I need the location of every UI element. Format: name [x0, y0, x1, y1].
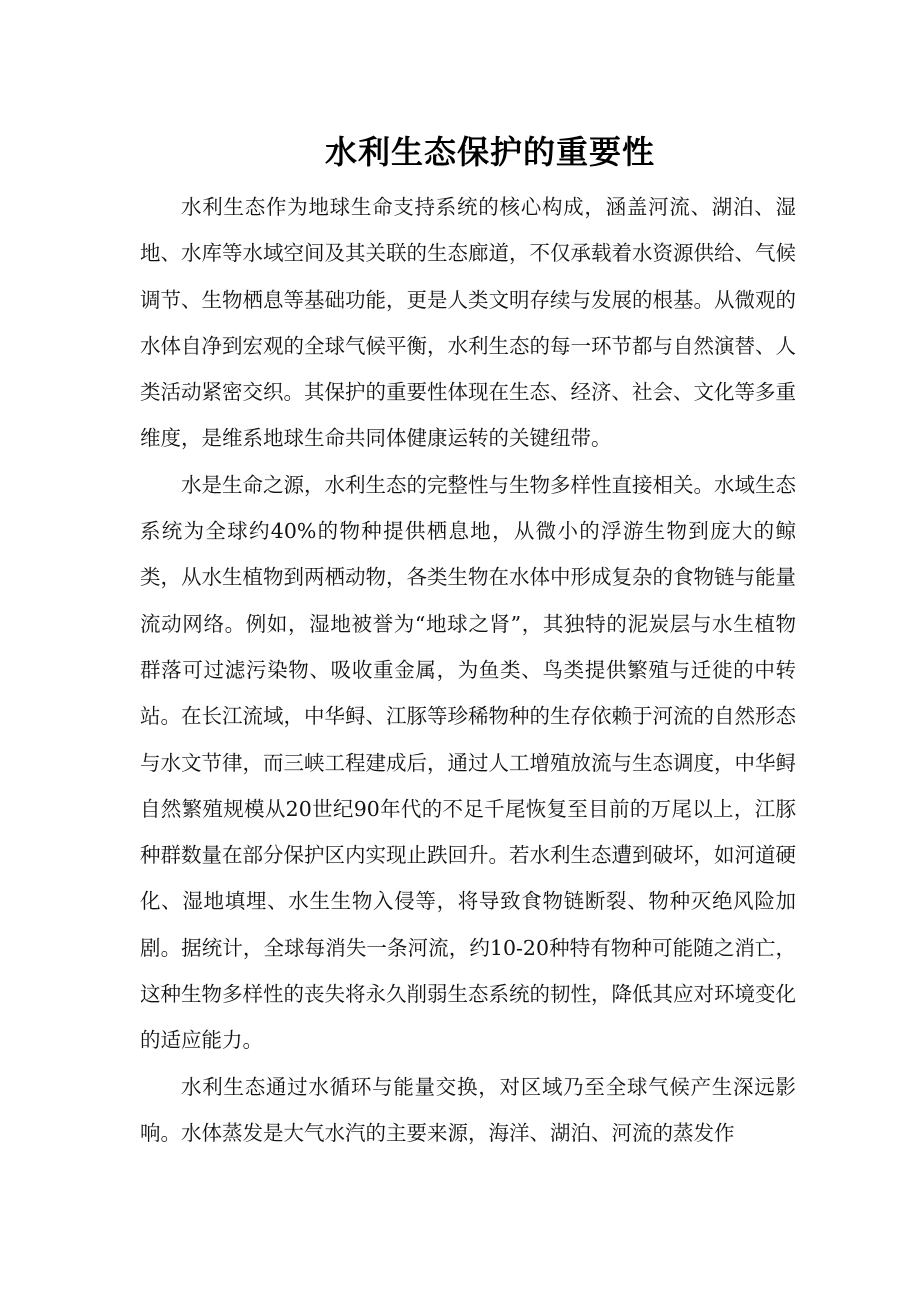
paragraph-biodiversity: 水是生命之源，水利生态的完整性与生物多样性直接相关。水域生态系统为全球约40%的物种提供栖息地，从微小的浮游生物到庞大的鲸类，从水生植物到两栖动物，各类生物在水体中形成复杂的食物链与能量流动网络。例如，湿地被誉为“地球之肾”，其独特的泥炭层与水生植物群落可过滤污染物、吸收重金属，为鱼类、鸟类提供繁殖与迁徙的中转站。在长江流域，中华鲟、江豚等珍稀物种的生存依赖于河流的自然形态与水文节律，而三峡工程建成后，通过人工增殖放流与生态调度，中华鲟自然繁殖规模从20世纪90年代的不足千尾恢复至目前的万尾以上，江豚种群数量在部分保护区内实现止跌回升。若水利生态遭到破坏，如河道硬化、湿地填埋、水生生物入侵等，将导致食物链断裂、物种灭绝风险加剧。据统计，全球每消失一条河流，约10-20种特有物种可能随之消亡，这种生物多样性的丧失将永久削弱生态系统的韧性，降低其应对环境变化的适应能力。 — [140, 472, 796, 1053]
document-body — [140, 184, 796, 1156]
paragraph-intro: 水利生态作为地球生命支持系统的核心构成，涵盖河流、湖泊、湿地、水库等水域空间及其关联的生态廊道，不仅承载着水资源供给、气候调节、生物栖息等基础功能，更是人类文明存续与发展的根基。从微观的水体自净到宏观的全球气候平衡，水利生态的每一环节都与自然演替、人类活动紧密交织。其保护的重要性体现在生态、经济、社会、文化等多重维度，是维系地球生命共同体健康运转的关键纽带。 — [140, 195, 796, 451]
paragraph-climate: 水利生态通过水循环与能量交换，对区域乃至全球气候产生深远影响。水体蒸发是大气水汽的主要来源，海洋、湖泊、河流的蒸发作 — [140, 1074, 796, 1145]
document-title: 水利生态保护的重要性 — [324, 133, 655, 171]
